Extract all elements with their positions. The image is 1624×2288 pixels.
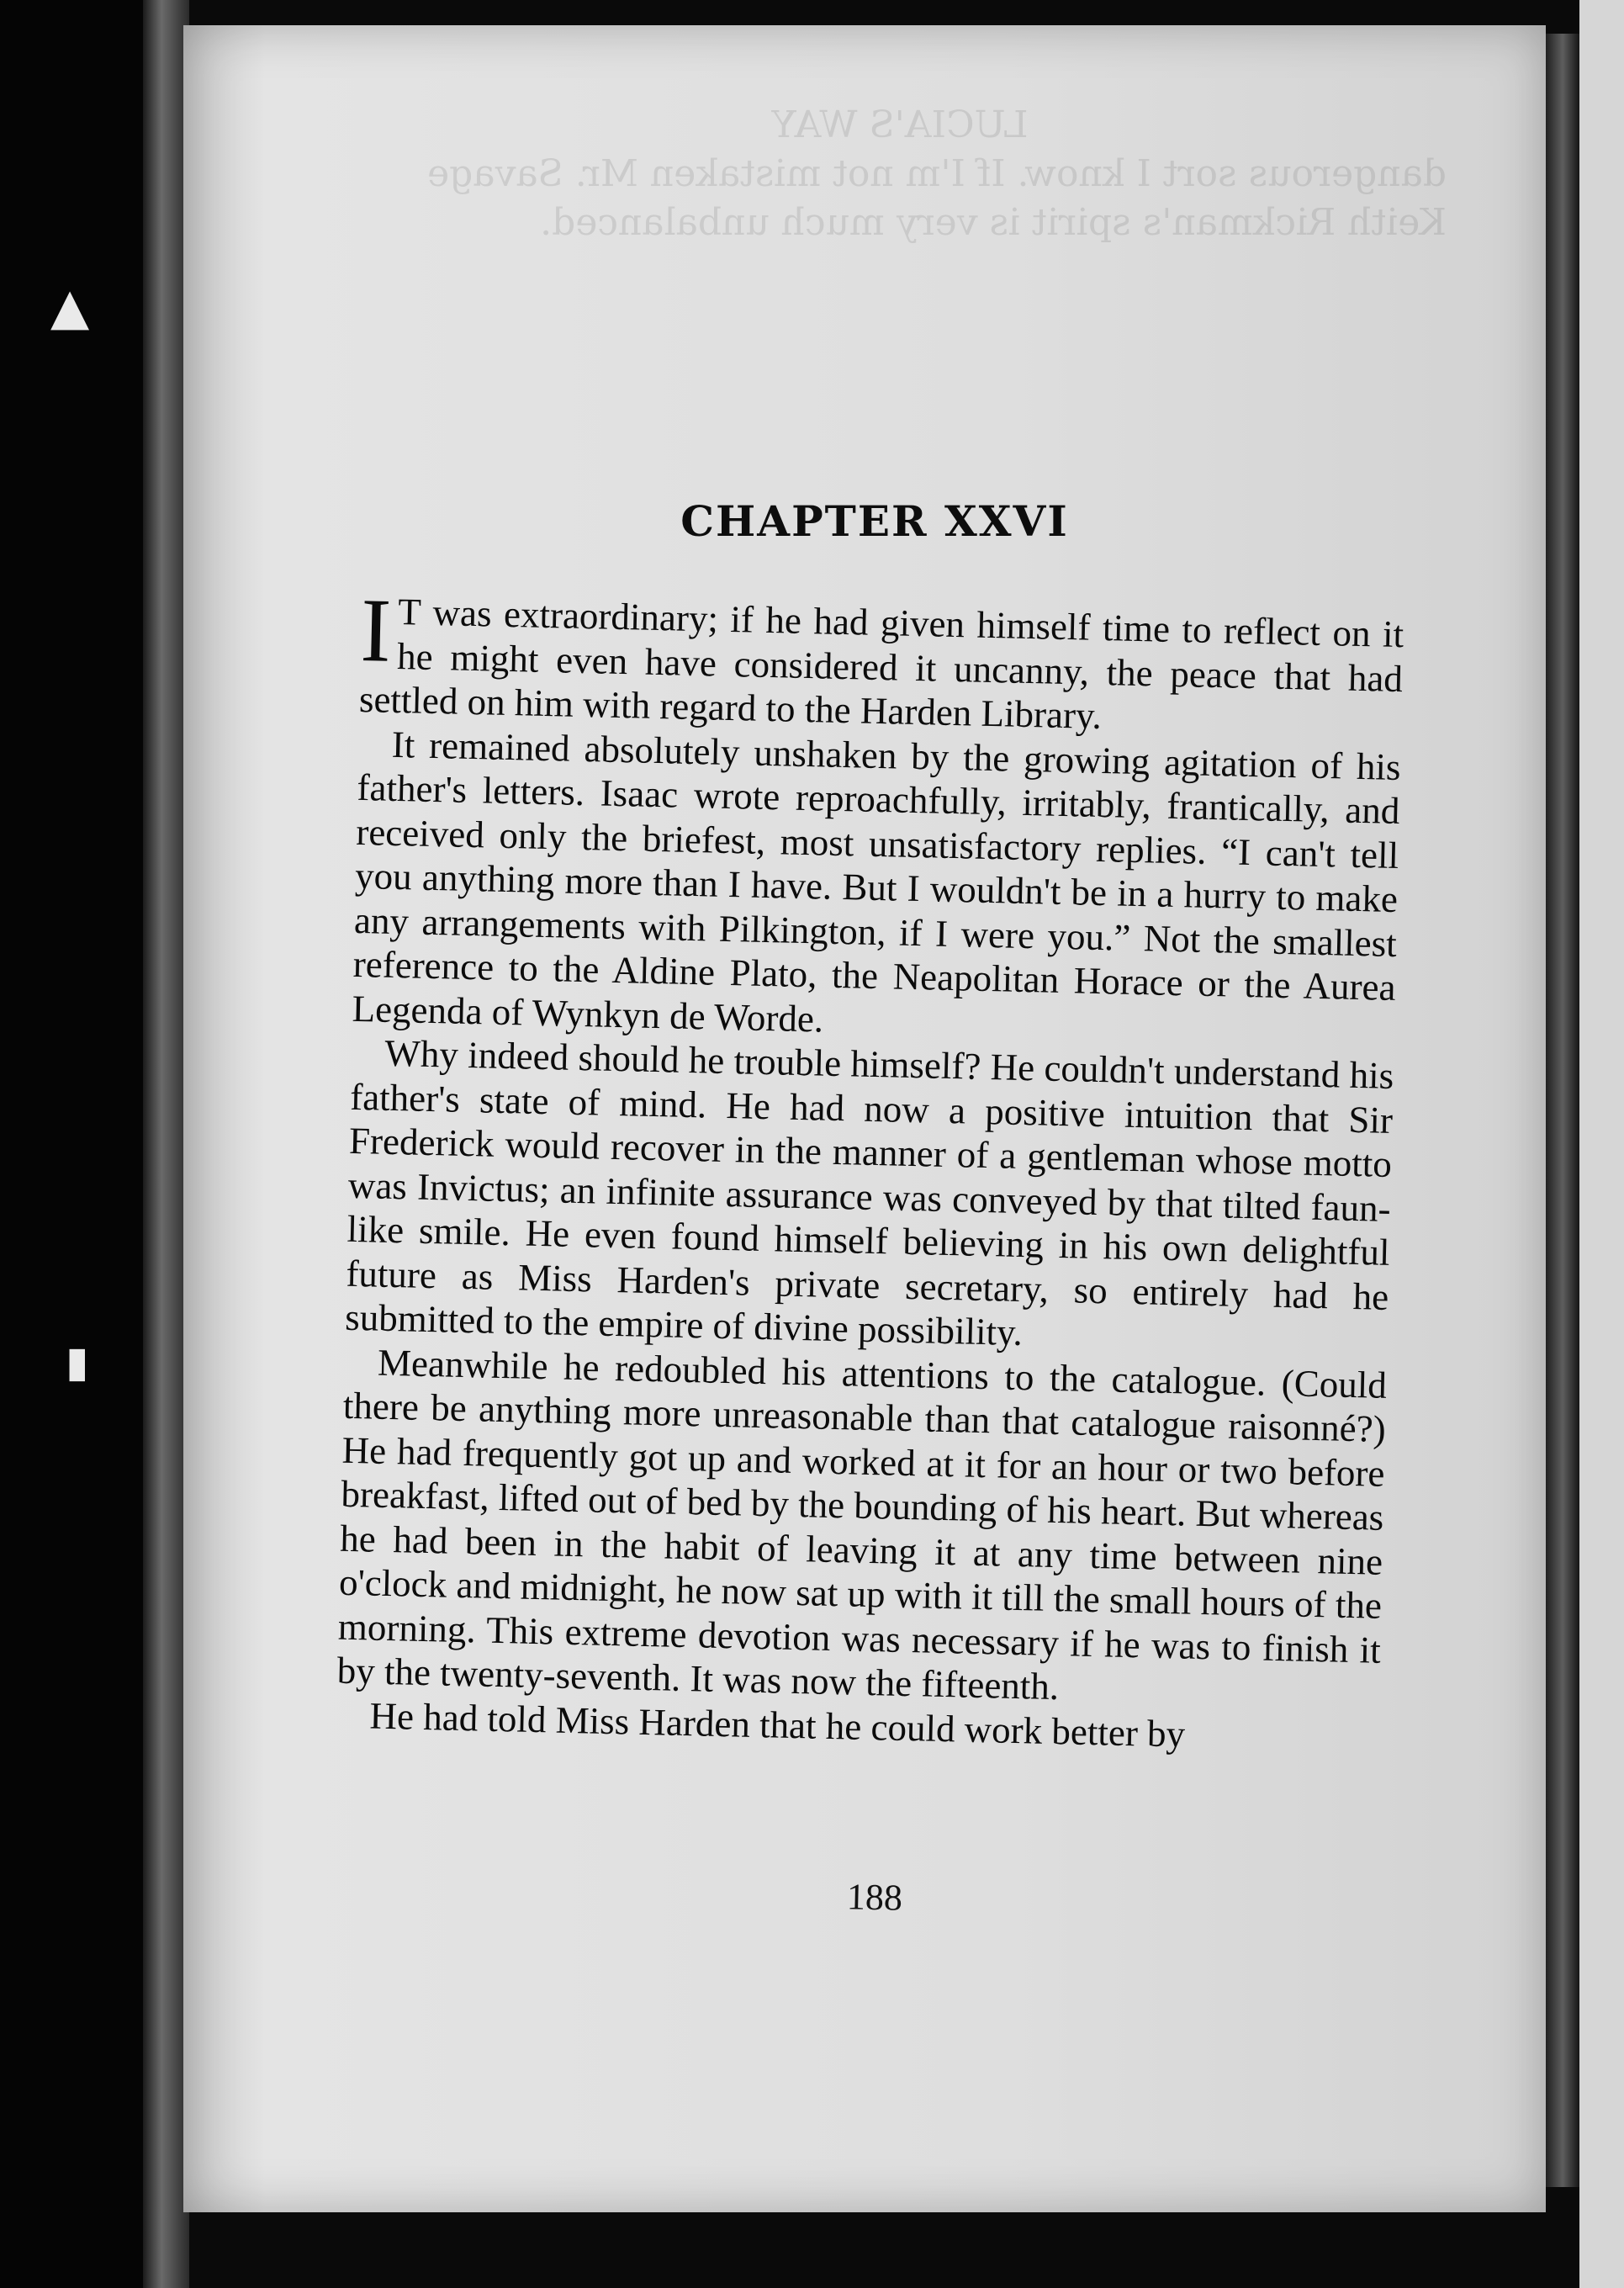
paragraph: It remained absolutely unshaken by the growing agitation of his father's letters. Isaac wrote reproachfully, irritably, frantically, and received only the briefest, most unsatisfactory replies. “I can't tell you anything more than I have. But I wouldn't be in a hurry to make any arrangements with Pilkington, if I were you.” Not the smallest reference to the Aldine Plato, the Neapolitan Horace or the Aurea Legenda of Wynkyn de Worde. xyxy=(352,723,1402,1041)
bleed-line: dangerous sort I know. If I'm not mistaken Mr. Savage xyxy=(427,152,1447,195)
body-text xyxy=(336,580,1404,1761)
page-gutter-shadow xyxy=(1546,34,1579,2187)
paragraph: He had told Miss Harden that he could work better by xyxy=(369,1694,1186,1756)
show-through-text xyxy=(353,101,1447,247)
chapter-title: CHAPTER XXVI xyxy=(680,496,1069,546)
paragraph: Why indeed should he trouble himself? He couldn't understand his father's state of mind. He had now a positive intuition that Sir Frederick would recover in the manner of a gentleman whose motto was Invictus; an infinite assurance was conveyed by that tilted faun-like smile. He even found himself believing in his own delightful future as Miss Harden's private secretary, so entirely had he submitted to the empire of divine possibility. xyxy=(344,1031,1394,1354)
drop-cap: I xyxy=(359,580,393,681)
scan-speck-mark: ▮ xyxy=(66,1337,89,1386)
book-spine xyxy=(143,0,189,2288)
reversed-running-head: LUCIA'S WAY xyxy=(771,103,1029,146)
scan-speck-mark: ▲ xyxy=(50,278,90,336)
next-page-edge xyxy=(1579,0,1624,2288)
paragraph: I T was extraordinary; if he had given himself time to reflect on it he might even have considered it uncanny, the peace that had settled on him with regard to the Harden Library. xyxy=(358,580,1404,737)
page-number: 188 xyxy=(846,1876,903,1919)
paragraph: Meanwhile he redoubled his attentions to the catalogue. (Could there be anything more unreasonable than that catalogue raisonné?) He had frequently got up and worked at it for an hour or two before breakfast, lifted out of bed by the bounding of his heart. But whereas he had been in the habit of leaving it at any time between nine o'clock and midnight, he now sat up with it till the small hours of the morning. This extreme devotion was necessary if he was to finish it by the twenty-seventh. It was now the fifteenth. xyxy=(336,1341,1388,1708)
bleed-line: Keith Rickman's spirit is very much unbalanced. xyxy=(540,201,1447,244)
